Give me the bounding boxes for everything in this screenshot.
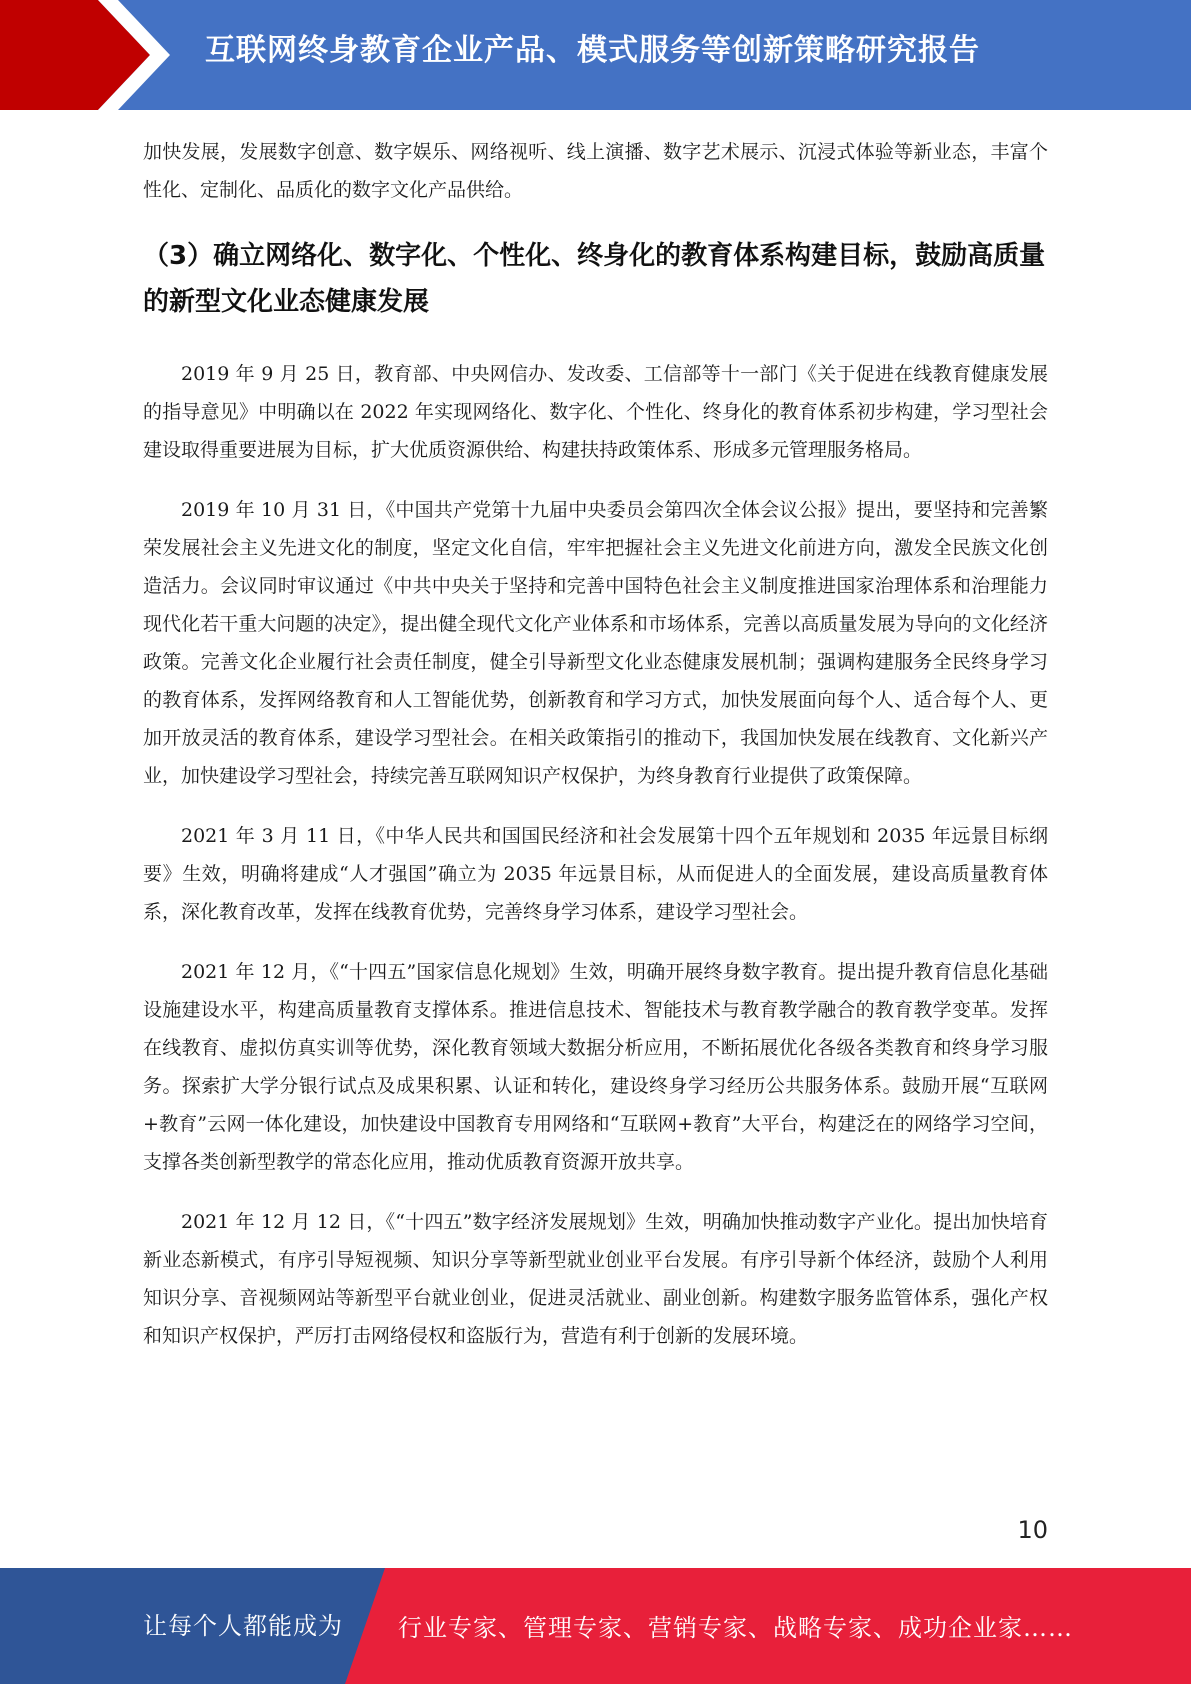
body-paragraph-5: 2021 年 12 月 12 日，《“十四五”数字经济发展规划》生效，明确加快推动数字产业化。提出加快培育新业态新模式，有序引导短视频、知识分享等新型就业创业平台发展。有序引导新个体经济，鼓励个人利用知识分享、音视频网站等新型平台就业创业，促进灵活就业、副业创新。构建数字服务监管体系，强化产权和知识产权保护，严厉打击网络侵权和盗版行为，营造有利于创新的发展环境。 [143,1211,1048,1347]
body-paragraph-4: 2021 年 12 月，《“十四五”国家信息化规划》生效，明确开展终身数字教育。提出提升教育信息化基础设施建设水平，构建高质量教育支撑体系。推进信息技术、智能技术与教育教学融合的教育教学变革。发挥在线教育、虚拟仿真实训等优势，深化教育领域大数据分析应用，不断拓展优化各级各类教育和终身学习服务。探索扩大学分银行试点及成果积累、认证和转化，建设终身学习经历公共服务体系。鼓励开展“互联网+教育”云网一体化建设，加快建设中国教育专用网络和“互联网+教育”大平台，构建泛在的网络学习空间，支撑各类创新型教学的常态化应用，推动优质教育资源开放共享。 [143,961,1048,1173]
section-heading: （3）确立网络化、数字化、个性化、终身化的教育体系构建目标，鼓励高质量的新型文化业态健康发展 [143,241,1046,317]
document-body [143,133,1048,1355]
footer-slogan-right: 行业专家、管理专家、营销专家、战略专家、成功企业家…… [398,1614,1073,1642]
header-title: 互联网终身教育企业产品、模式服务等创新策略研究报告 [205,33,980,68]
page-footer [0,1568,1191,1684]
continuation-paragraph: 加快发展，发展数字创意、数字娱乐、网络视听、线上演播、数字艺术展示、沉浸式体验等新业态，丰富个性化、定制化、品质化的数字文化产品供给。 [143,141,1048,201]
body-paragraph-2: 2019 年 10 月 31 日，《中国共产党第十九届中央委员会第四次全体会议公报》提出，要坚持和完善繁荣发展社会主义先进文化的制度，坚定文化自信，牢牢把握社会主义先进文化前进方向，激发全民族文化创造活力。会议同时审议通过《中共中央关于坚持和完善中国特色社会主义制度推进国家治理体系和治理能力现代化若干重大问题的决定》，提出健全现代文化产业体系和市场体系，完善以高质量发展为导向的文化经济政策。完善文化企业履行社会责任制度，健全引导新型文化业态健康发展机制；强调构建服务全民终身学习的教育体系，发挥网络教育和人工智能优势，创新教育和学习方式，加快发展面向每个人、适合每个人、更加开放灵活的教育体系，建设学习型社会。在相关政策指引的推动下，我国加快发展在线教育、文化新兴产业，加快建设学习型社会，持续完善互联网知识产权保护，为终身教育行业提供了政策保障。 [143,499,1048,787]
body-paragraph-3: 2021 年 3 月 11 日，《中华人民共和国国民经济和社会发展第十四个五年规划和 2035 年远景目标纲要》生效，明确将建成“人才强国”确立为 2035 年远景目标，从而促进人的全面发展，建设高质量教育体系，深化教育改革，发挥在线教育优势，完善终身学习体系，建设学习型社会。 [143,825,1048,923]
page-number: 10 [1017,1516,1048,1544]
footer-slogan-left: 让每个人都能成为 [143,1612,343,1640]
page-header [0,0,1191,110]
body-paragraph-1: 2019 年 9 月 25 日，教育部、中央网信办、发改委、工信部等十一部门《关于促进在线教育健康发展的指导意见》中明确以在 2022 年实现网络化、数字化、个性化、终身化的教育体系初步构建，学习型社会建设取得重要进展为目标，扩大优质资源供给、构建扶持政策体系、形成多元管理服务格局。 [143,363,1048,461]
